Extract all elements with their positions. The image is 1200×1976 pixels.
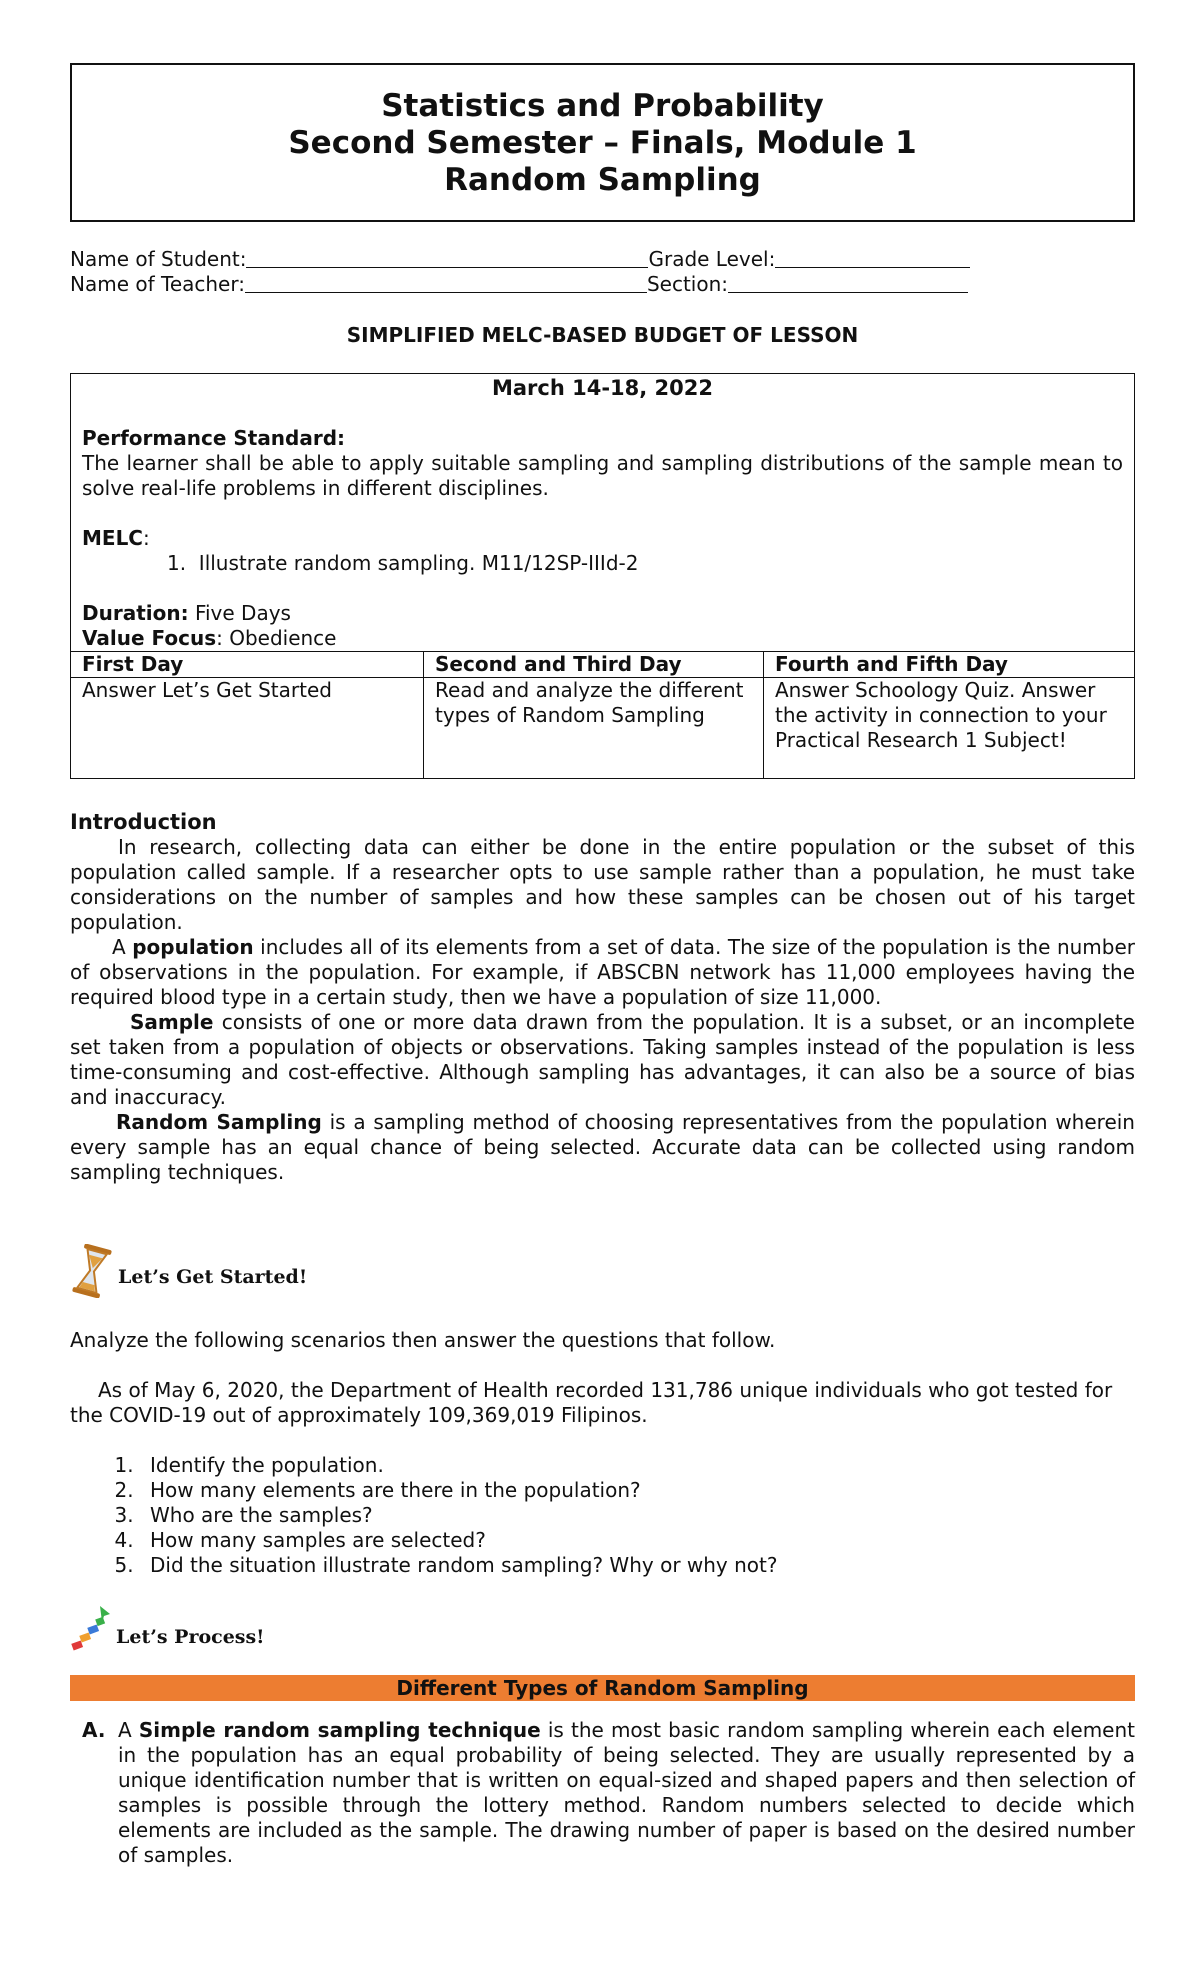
budget-date: March 14-18, 2022 <box>491 376 714 400</box>
introduction-section <box>70 810 1135 1185</box>
day-task: Read and analyze the different types of Random Sampling <box>424 678 764 778</box>
days-grid <box>71 651 1134 778</box>
melc-label: MELC <box>82 526 143 550</box>
day-task: Answer Schoology Quiz. Answer the activity in connection to your Practical Research 1 Subject! <box>775 678 1107 752</box>
value-focus-label: Value Focus <box>82 626 217 650</box>
item-label: A. <box>82 1718 106 1742</box>
question-item: 5. Did the situation illustrate random sampling? Why or why not? <box>140 1553 1135 1578</box>
population-paragraph: A population includes all of its elements from a set of data. The size of the population is the number of observations in the population. For example, if ABSCBN network has 11,000 employees having the required blood type in a certain study, then we have a population of size 11,000. <box>70 935 1136 1009</box>
student-name-label: Name of Student: <box>70 247 247 271</box>
lets-get-started-section <box>70 1328 1135 1578</box>
question-list <box>70 1453 1135 1578</box>
duration-value: Five Days <box>194 601 291 625</box>
grade-level-field[interactable] <box>775 247 970 268</box>
student-name-field[interactable] <box>246 247 648 268</box>
grade-level-label: Grade Level: <box>648 247 776 271</box>
instruction-text: Analyze the following scenarios then answer the questions that follow. <box>70 1328 776 1352</box>
item-text: A Simple random sampling technique is the most basic random sampling wherein each element in the population has an equal probability of being selected. They are usually represented by a unique identification number that is written on equal-sized and shaped papers and then selection of samples is possible through the lottery method. Random numbers selected to decide which elements are included as the sample. The drawing number of paper is based on the desired number of samples. <box>118 1718 1136 1867</box>
introduction-heading: Introduction <box>70 810 217 834</box>
title-box <box>70 63 1135 222</box>
scenario-text: As of May 6, 2020, the Department of Health recorded 131,786 unique individuals who got tested for the COVID-19 out of approximately 109,369,019 Filipinos. <box>70 1378 1113 1427</box>
rising-steps-icon <box>70 1604 114 1654</box>
lets-get-started-title: Let’s Get Started! <box>118 1266 308 1288</box>
hourglass-icon <box>70 1244 114 1298</box>
duration-label: Duration: <box>82 601 189 625</box>
lets-process-title: Let’s Process! <box>116 1626 265 1648</box>
question-item: 3. Who are the samples? <box>140 1503 1135 1528</box>
lets-process-banner <box>70 1604 265 1654</box>
random-sampling-paragraph: Random Sampling is a sampling method of choosing representatives from the population wherein every sample has an equal chance of being selected. Accurate data can be collected using random sampling techniques. <box>70 1110 1135 1184</box>
day-header: Second and Third Day <box>424 652 764 678</box>
day-header: First Day <box>71 652 424 678</box>
section-field[interactable] <box>728 272 968 293</box>
section-title-bar: Different Types of Random Sampling <box>70 1675 1135 1701</box>
lets-get-started-banner <box>70 1244 307 1298</box>
student-info <box>70 247 1135 297</box>
module-title: Random Sampling <box>444 162 761 198</box>
section-label: Section: <box>646 272 729 296</box>
intro-paragraph: In research, collecting data can either be done in the entire population or the subset of this population called sample. If a researcher opts to use sample rather than a population, he must take considerations on the number of samples and how these samples can be chosen out of his target population. <box>70 835 1135 934</box>
subject-title: Statistics and Probability <box>381 88 824 124</box>
value-focus-value: Obedience <box>229 626 337 650</box>
budget-heading: SIMPLIFIED MELC-BASED BUDGET OF LESSON <box>346 323 859 347</box>
performance-standard-label: Performance Standard: <box>82 426 346 450</box>
performance-standard-text: The learner shall be able to apply suitable sampling and sampling distributions of the sample mean to solve real-life problems in different disciplines. <box>82 451 1123 500</box>
question-item: 1. Identify the population. <box>140 1453 1135 1478</box>
teacher-name-label: Name of Teacher: <box>70 272 245 296</box>
day-header: Fourth and Fifth Day <box>764 652 1134 678</box>
simple-random-sampling-item <box>70 1718 1135 1868</box>
budget-table: March 14-18, 2022 Performance Standard: The learner shall be able to apply suitable sampling and sampling distributions of the sample mean to solve real-life problems in different disciplines. MELC: 1. Illustrate random sampling. M11/12SP-IIId-2 Duration: Five Days Value Focus: Obedience First Day Second and Third Day Fourth and Fifth Day Answer Let’s Get Started Read and analyze the different types of Random Sampling Answer Schoology Quiz. Answer the activity in connection to your Practical Research 1 Subject! <box>70 373 1135 779</box>
semester-title: Second Semester – Finals, Module 1 <box>288 125 917 161</box>
question-item: 4. How many samples are selected? <box>140 1528 1135 1553</box>
melc-item: 1. Illustrate random sampling. M11/12SP-IIId-2 <box>167 551 639 575</box>
question-item: 2. How many elements are there in the population? <box>140 1478 1135 1503</box>
day-task: Answer Let’s Get Started <box>71 678 424 778</box>
sample-paragraph: Sample consists of one or more data drawn from the population. It is a subset, or an incomplete set taken from a population of objects or observations. Taking samples instead of the population is less time-consuming and cost-effective. Although sampling has advantages, it can also be a source of bias and inaccuracy. <box>70 1010 1135 1109</box>
teacher-name-field[interactable] <box>245 272 647 293</box>
